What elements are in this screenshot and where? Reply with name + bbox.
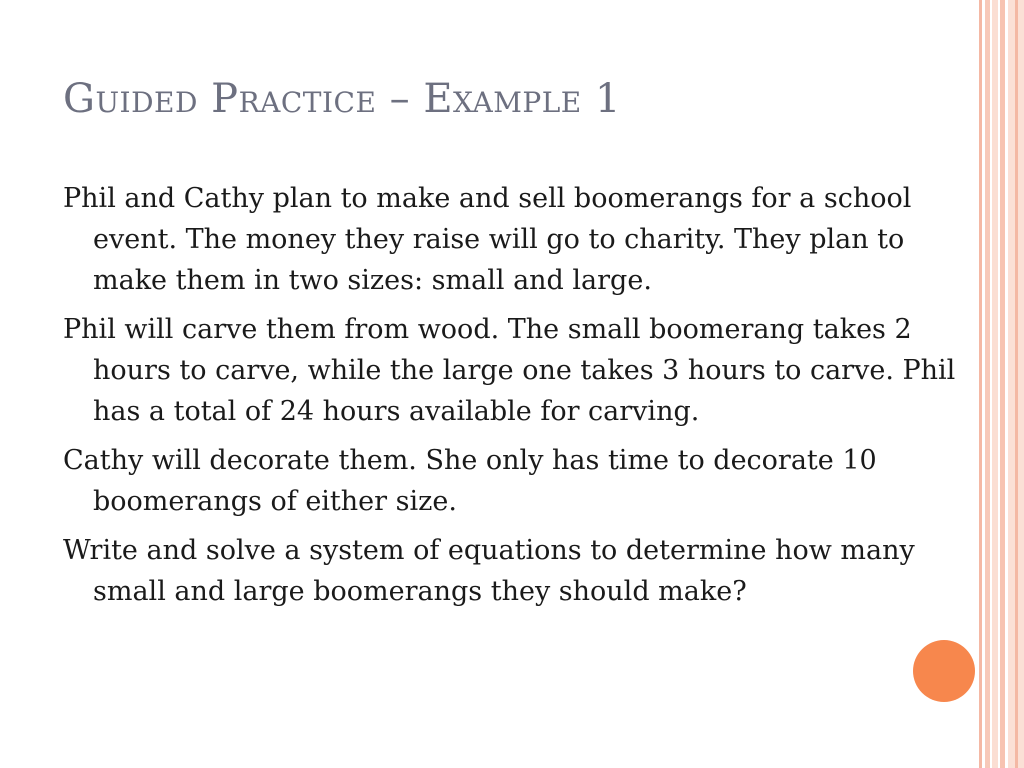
decorative-stripe bbox=[1015, 0, 1018, 768]
decorative-stripe bbox=[992, 0, 998, 768]
decorative-stripe bbox=[985, 0, 990, 768]
paragraph-carving: Phil will carve them from wood. The small boomerang takes 2 hours to carve, while the large one takes 3 hours to carve. Phil has a total of 24 hours available for carving. bbox=[63, 314, 956, 427]
decorative-stripe bbox=[979, 0, 982, 768]
slide-title: Guided Practice – Example 1 bbox=[63, 76, 621, 122]
paragraph-decorating: Cathy will decorate them. She only has time to decorate 10 boomerangs of either size. bbox=[63, 445, 877, 517]
paragraph-intro: Phil and Cathy plan to make and sell boomerangs for a school event. The money they raise will go to charity. They plan to make them in two sizes: small and large. bbox=[63, 183, 912, 296]
paragraph-question: Write and solve a system of equations to determine how many small and large boomerangs they should make? bbox=[63, 535, 915, 607]
decorative-stripe bbox=[1000, 0, 1005, 768]
accent-circle-decoration bbox=[913, 640, 975, 702]
slide-body bbox=[63, 178, 963, 620]
